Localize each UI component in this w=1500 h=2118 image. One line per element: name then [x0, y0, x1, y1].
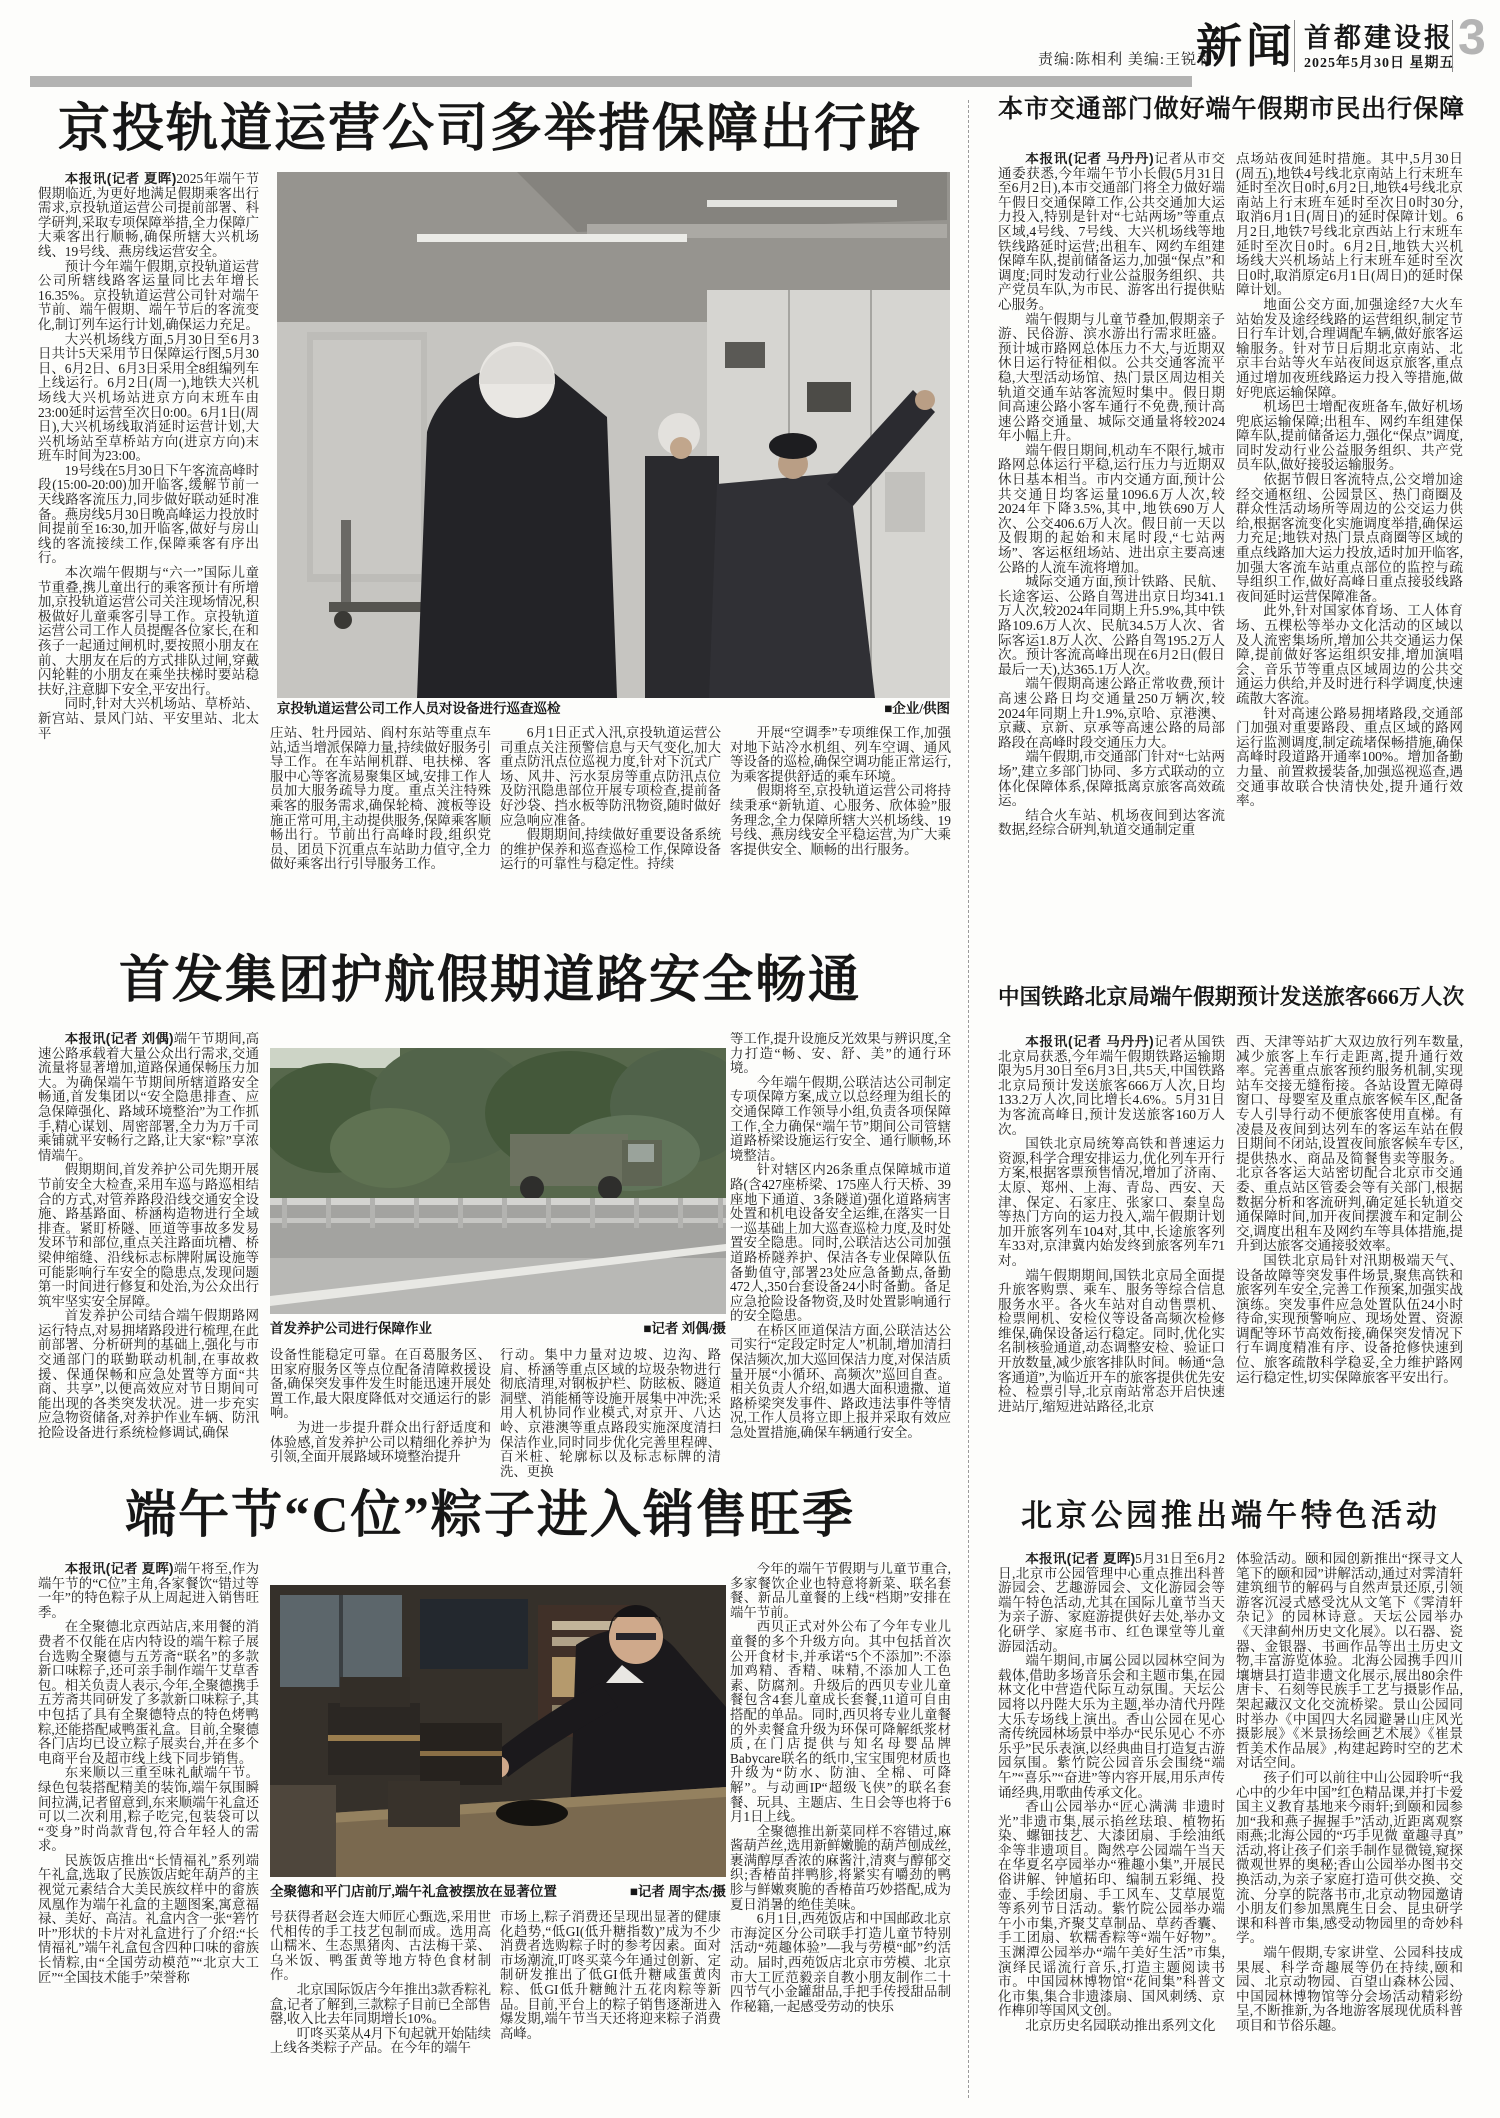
paragraph: 针对高速公路易拥堵路段,交通部门加强对重要路段、重点区域的路网运行监测调度,制定疏堵保畅措施,确保高峰时段道路开通率100%。增加备勤力量、前置救援装备,加强巡视巡查,遇交通事故联合快清快处,提升通行效率。	[1236, 705, 1463, 809]
paragraph: 西贝正式对外公布了今年专业儿童餐的多个升级方向。其中包括首次公开食材卡,并承诺“5个不添加”:不添加鸡精、香精、味精,不添加人工色素、防腐剂。升级后的西贝专业儿童餐包含4套儿童成长套餐,11道可自由搭配的单品。同时,西贝将专业儿童餐的外卖餐盒升级为环保可降解纸浆材质,在门店提供与知名母婴品牌Babycare联名的纸巾,宝宝围兜材质也升级为“防水、防油、全棉、可降解”。与动画IP“超级飞侠”的联名套餐、玩具、主题店、生日会等也将于6月1日上线。	[730, 1619, 951, 1825]
paragraph: 为进一步提升群众出行舒适度和体验感,首发养护公司以精细化养护为引领,全面开展路域环境整治提升	[270, 1419, 491, 1465]
paragraph: 市场上,粽子消费还呈现出显著的健康化趋势,“低GI(低升糖指数)”成为不少消费者选购粽子时的参考因素。面对市场潮流,叮咚买菜今年通过创新、定制研发推出了低GI低升糖咸蛋黄肉粽、低GI低升糖鲍汁五花肉粽等新品。目前,平台上的粽子销售逐渐进入爆发期,端午节当天还将迎来粽子消费高峰。	[500, 1910, 721, 2041]
paragraph: 端午假期与儿童节叠加,假期亲子游、民俗游、滨水游出行需求旺盛。预计城市路网总体压力不大,与近期双休日运行特征相似。公共交通客流平稳,大型活动场馆、热门景区周边相关轨道交通车站客流短时集中。假日期间高速公路小客车通行不免费,预计高速公路交通量、城际交通量将较2024年小幅上升。	[998, 311, 1225, 444]
header-band	[30, 76, 1192, 87]
zongzi-photo-caption: 全聚德和平门店前厅,端午礼盒被摆放在显著位置 ■记者 周宇杰/摄	[270, 1884, 726, 1899]
paragraph: 西、天津等站扩大双边放行列车数量,减少旅客上车行走距离,提升通行效率。完善重点旅客预约服务机制,实现站车交接无缝衔接。各站设置无障碍窗口、母婴室及重点旅客候车区,配备专人引导行动不便旅客使用直梯。有凌晨及夜间到达列车的客运车站在假日期间不闭站,设置夜间旅客候车专区,提供热水、商品及简餐售卖等服务。北京各客运大站密切配合北京市交通委、重点站区管委会等有关部门,根据数据分析和客流研判,确定延长轨道交通保障时间,加开夜间摆渡车和定制公交,调度出租车及网约车等具体措施,提升到达旅客交通接驳效率。	[1236, 1035, 1463, 1254]
paragraph: 城际交通方面,预计铁路、民航、长途客运、公路自驾进出京日均341.1万人次,较2024年同期上升5.9%,其中铁路109.6万人次、民航34.5万人次、省际客运1.8万人次、公路自驾195.2万人次。预计客流高峰出现在6月2日(假日最后一天),达365.1万人次。	[998, 574, 1225, 677]
zongzi-column-1: 本报讯(记者 夏晖)端午将至,作为端午节的“C位”主角,各家餐饮“错过等一年”的特色粽子从上周起进入销售旺季。 在全聚德北京西站店,来用餐的消费者不仅能在店内特设的端午粽子展台选购全聚德与五芳斋“联名”的多款新口味粽子,还可亲手制作端午艾草香包。相关负责人表示,今年,全聚德携手五芳斋共同研发了多款新口味粽子,其中包括了具有全聚德特点的特色烤鸭粽,还能搭配咸鸭蛋礼盒。目前,全聚德各门店均已设立粽子展卖台,并在多个电商平台及超市线上线下同步销售。 东来顺以三重至味礼献端午节。绿色包装搭配精美的装饰,端午氛围瞬间拉满,记者留意到,东来顺端午礼盒还可以二次利用,粽子吃完,包装袋可以“变身”时尚款背包,符合年轻人的需求。 民族饭店推出“长情福礼”系列端午礼盒,选取了民族饭店蛇年葫芦的主视觉元素结合大美民族纹样中的畲族凤凰作为端午礼盒的主题图案,寓意福禄、美好、高洁。礼盒内含一张“箬竹叶”形状的卡片对礼盒进行了介绍:“长情福礼”端午礼盒包含四种口味的畲族长情粽,由“全国劳动模范”“北京大工匠”“全国技术能手”荣誉称	[38, 1562, 259, 1985]
paragraph: 端午假期期间,国铁北京局全面提升旅客购票、乘车、服务等综合信息服务水平。各火车站对自动售票机、检票闸机、安检仪等设备高频次检修维保,确保设备运行稳定。同时,优化实名制核验通道,动态调整安检、验证口开放数量,减少旅客排队时间。畅通“急客通道”,为临近开车的旅客提供优先安检、检票引导,北京南站常态开启快速进站厅,缩短进站路径,北京	[998, 1267, 1225, 1414]
paper-name: 首都建设报	[1304, 23, 1454, 53]
paragraph: 假期将至,京投轨道运营公司将持续秉承“新轨道、心服务、欣体验”服务理念,全力保障所辖大兴机场线、19号线、燕房线安全平稳运营,为广大乘客提供安全、顺畅的出行服务。	[730, 783, 951, 857]
zongzi-column-2	[270, 1910, 491, 2098]
paragraph: 同时,针对大兴机场站、草桥站、新宫站、景风门站、平安里站、北太平	[38, 696, 259, 741]
paragraph: 北京历史名园联动推出系列文化	[1025, 2018, 1216, 2033]
traffic-column-1: 本报讯(记者 马丹丹)记者从市交通委获悉,今年端午节小长假(5月31日至6月2日),本市交通部门将全力做好端午假日交通保障工作,公共交通加大运力投入,特别是针对“七站两场”等重点区域,4号线、7号线、大兴机场线等地铁线路延时运营;出租车、网约车组建保障车队,提前储备运力,加强“保点”和调度;同时发动行业公益服务组织、共产党员车队,为市民、游客出行提供贴心服务。 端午假期与儿童节叠加,假期亲子游、民俗游、滨水游出行需求旺盛。预计城市路网总体压力不大,与近期双休日运行特征相似。公共交通客流平稳,大型活动场馆、热门景区周边相关轨道交通车站客流短时集中。假日期间高速公路小客车通行不免费,预计高速公路交通量、城际交通量将较2024年小幅上升。 端午假日期间,机动车不限行,城市路网总体运行平稳,运行压力与近期双休日基本相当。市内交通方面,预计公共交通日均客运量1096.6万人次,较2024年下降3.5%,其中,地铁690万人次、公交406.6万人次。假日前一天以及假期的起始和末尾时段,“七站两场”、客运枢纽场站、进出京主要高速公路的人流车流将增加。 城际交通方面,预计铁路、民航、长途客运、公路自驾进出京日均341.1万人次,较2024年同期上升5.9%,其中铁路109.6万人次、民航34.5万人次、省际客运1.8万人次、公路自驾195.2万人次。预计客流高峰出现在6月2日(假日最后一天),达365.1万人次。 端午假期高速公路正常收费,预计高速公路日均交通量250万辆次,较2024年同期上升1.9%,京哈、京港澳、京藏、京新、京承等高速公路的局部路段在高峰时段交通压力大。 端午假期,市交通部门针对“七站两场”,建立多部门协同、多方式联动的立体化保障体系,保障抵离京旅客高效疏运。 结合火车站、机场夜间到达客流数据,经综合研判,轨道交通制定重	[998, 152, 1225, 838]
paragraph: 国铁北京局针对汛期极端天气、设备故障等突发事件场景,聚焦高铁和旅客列车安全,完善工作预案,加强实战演练。突发事件应急处置队伍24小时待命,实现预警响应、现场处置、资源调配等环节高效衔接,确保突发情况下行车调度精准有序、设备抢修快速到位、旅客疏散科学稳妥,全力维护路网运行稳定性,切实保障旅客平安出行。	[1236, 1252, 1463, 1385]
expressway-photo-caption: 首发养护公司进行保障作业 ■记者 刘偶/摄	[270, 1321, 726, 1336]
zongzi-byline: 本报讯(记者 夏晖)	[64, 1562, 174, 1576]
column-divider	[968, 100, 969, 2098]
paragraph: 体验活动。颐和园创新推出“探寻文人笔下的颐和园”讲解活动,通过对霁清轩建筑细节的解码与自然声景还原,引领游客沉浸式感受沈从文笔下《霁清轩杂记》的园林诗意。天坛公园举办《天津蓟州历史文化展》。以石器、瓷器、金银器、书画作品等出土历史文物,丰富游览体验。北海公园携手四川壤塘县打造非遗文化展示,展出80余件唐卡、石刻等民族手工艺与摄影作品,架起藏汉文化交流桥梁。景山公园同时举办《中国四大名园避暑山庄风光摄影展》《米景扬绘画艺术展》《崔景哲美术作品展》,构建起跨时空的艺术对话空间。	[1236, 1552, 1463, 1771]
paragraph: 端午假期,专家讲堂、公园科技成果展、科学奇趣展等仍在持续,颐和园、北京动物园、百望山森林公园、中国园林博物馆等分会场活动精彩纷呈,不断推新,为各地游客展现优质科普项目和节俗乐趣。	[1236, 1945, 1463, 2033]
paragraph: 民族饭店推出“长情福礼”系列端午礼盒,选取了民族饭店蛇年葫芦的主视觉元素结合大美民族纹样中的畲族凤凰作为端午礼盒的主题图案,寓意福禄、美好、高洁。礼盒内含一张“箬竹叶”形状的卡片对礼盒进行了介绍:“长情福礼”端午礼盒包含四种口味的畲族长情粽,由“全国劳动模范”“北京大工匠”“全国技术能手”荣誉称	[38, 1852, 259, 1985]
paragraph: 等工作,提升设施反光效果与辨识度,全力打造“畅、安、舒、美”的通行环境。	[730, 1032, 951, 1076]
metro-photo-credit: ■企业/供图	[884, 701, 950, 716]
paragraph: 依据节假日客流特点,公交增加途经交通枢纽、公园景区、热门商圈及群众性活动场所等周边的公交运力供给,根据客流变化实施调度举措,确保运力充足;地铁对热门景点商圈等区域的重点线路加大运力投放,适时加开临客,加强大客流车站重点部位的监控与疏导组织工作,做好高峰日重点接驳线路夜间延时运营保障准备。	[1236, 472, 1463, 604]
paragraph: 针对辖区内26条重点保障城市道路(含427座桥梁、175座人行天桥、39座地下通道、3条隧道)强化道路病害处置和机电设备安全运维,在落实一日一巡基础上加大巡查巡检力度,及时处置安全隐患。同时,公联洁达公司加强道路桥隧养护、保洁各专业保障队伍备勤值守,部署23处应急备勤点,备勤472人,350台套设备24小时备勤。备足应急抢险设备物资,及时处置影响通行的安全隐患。	[730, 1162, 951, 1324]
paragraph: 端午假期高速公路正常收费,预计高速公路日均交通量250万辆次,较2024年同期上升1.9%,京哈、京港澳、京藏、京新、京承等高速公路的局部路段在高峰时段交通压力大。	[998, 676, 1225, 750]
metro-photo	[277, 172, 950, 698]
traffic-headline: 本市交通部门做好端午假期市民出行保障	[998, 96, 1464, 123]
paragraph: 6月1日正式入汛,京投轨道运营公司重点关注预警信息与天气变化,加大重点防汛点位巡视力度,针对下沉式广场、风井、污水泵房等重点防汛点位及防汛隐患部位开展专项检查,提前备好沙袋、挡水板等防汛物资,随时做好应急响应准备。	[500, 726, 721, 828]
zongzi-photo-credit: ■记者 周宇杰/摄	[629, 1884, 726, 1899]
metro-byline: 本报讯(记者 夏晖)	[64, 172, 177, 186]
paragraph: 今年端午假期,公联洁达公司制定专项保障方案,成立以总经理为组长的交通保障工作领导小组,负责各项保障工作,全力确保“端午节”期间公司管辖道路桥梁设施运行安全、通行顺畅,环境整洁。	[730, 1074, 951, 1163]
expressway-photo	[270, 1048, 726, 1314]
railway-column-2	[1236, 1035, 1463, 1497]
zongzi-headline: 端午节“C位”粽子进入销售旺季	[125, 1488, 855, 1544]
paragraph: 孩子们可以前往中山公园聆听“我心中的少年中国”红色精品课,并打卡爱国主义教育基地来今雨轩;到颐和园参加“我和燕子握握手”活动,近距离观察雨燕;北海公园的“巧手见微 童趣寻真”活动,将让孩子们亲手制作显微镜,窥探微观世界的奥秘;香山公园举办图书交换活动,为亲子家庭打造可供交换、交流、分享的院落书市,北京动物园邀请小朋友们参加黑麂生日会、昆虫研学课和科普市集,感受动物园里的奇妙科学。	[1236, 1769, 1463, 1946]
paragraph: 设备性能稳定可靠。在百葛服务区、田家府服务区等点位配备清障救援设备,确保突发事件发生时能迅速开展处置工作,最大限度降低对交通运行的影响。	[270, 1348, 491, 1421]
metro-headline: 京投轨道运营公司多举措保障出行路	[57, 101, 922, 158]
paragraph: 预计今年端午假期,京投轨道运营公司所辖线路客运量同比去年增长16.35%。京投轨道运营公司针对端午节前、端午假期、端午节后的客流变化,制订列车运行计划,确保运力充足。	[38, 258, 259, 332]
paragraph: 6月1日,西苑饭店和中国邮政北京市海淀区分公司联手打造儿童节特别活动“苑趣体验”—我与劳模“邮”约活动。届时,西苑饭店北京市劳模、北京市大工匠范毅亲自教小朋友制作二十四节气小金罐甜品,手把手传授甜品制作秘籍,一起感受劳动的快乐	[730, 1911, 951, 2014]
expressway-photo-illustration	[270, 1048, 726, 1314]
paragraph: 开展“空调季”专项维保工作,加强对地下站冷水机组、列车空调、通风等设备的巡检,确保空调功能正常运行,为乘客提供舒适的乘车环境。	[730, 726, 951, 784]
parks-column-2	[1236, 1552, 1463, 2098]
paragraph: 香山公园举办“匠心满满 非遗时光”非遗市集,展示掐丝珐琅、植物拓染、螺钿技艺、大漆团扇、手绘油纸伞等非遗项目。陶然亭公园端午当天在华夏名亭园举办“雅趣小集”,开展民俗讲解、钟馗拓印、编制五彩绳、投壶、手绘团扇、手工风车、艾草展览等系列节日活动。紫竹院公园举办端午小市集,齐聚艾草制品、草药香囊、手工团扇、软糯香粽等“端午好物”。玉渊潭公园举办“端午美好生活”市集,演绎民谣流行音乐,打造主题阅读书市。中国园林博物馆“花间集”科普文化市集,集合非遗漆扇、国风刺绣、京作榫卯等国风文创。	[998, 1799, 1225, 2019]
paragraph: 端午假日期间,机动车不限行,城市路网总体运行平稳,运行压力与近期双休日基本相当。市内交通方面,预计公共交通日均客运量1096.6万人次,较2024年下降3.5%,其中,地铁690万人次、公交406.6万人次。假日前一天以及假期的起始和末尾时段,“七站两场”、客运枢纽场站、进出京主要高速公路的人流车流将增加。	[998, 442, 1225, 575]
parks-column-1: 本报讯(记者 夏晖)5月31日至6月2日,北京市公园管理中心重点推出科普游园会、艺趣游园会、文化游园会等端午特色活动,尤其在国际儿童节当天为亲子游、家庭游提供好去处,举办文化研学、家庭书市、红色课堂等儿童游园活动。 端午期间,市属公园以园林空间为载体,借助多场音乐会和主题市集,在园林文化中营造代际互动氛围。天坛公园将以丹陛大乐为主题,举办清代丹陛大乐专场线上演出。香山公园在见心斋传统园林场景中举办“民乐见心 不亦乐乎”民乐表演,以经典曲目打造复古游园氛围。紫竹院公园音乐会围绕“端午”“喜乐”“奋进”等内容开展,用乐声传诵经典,用歌曲传承文化。 香山公园举办“匠心满满 非遗时光”非遗市集,展示掐丝珐琅、植物拓染、螺钿技艺、大漆团扇、手绘油纸伞等非遗项目。陶然亭公园端午当天在华夏名亭园举办“雅趣小集”,开展民俗讲解、钟馗拓印、编制五彩绳、投壶、手绘团扇、手工风车、艾草展览等系列节日活动。紫竹院公园举办端午小市集,齐聚艾草制品、草药香囊、手工团扇、软糯香粽等“端午好物”。玉渊潭公园举办“端午美好生活”市集,演绎民谣流行音乐,打造主题阅读书市。中国园林博物馆“花间集”科普文化市集,集合非遗漆扇、国风刺绣、京作榫卯等国风文创。 北京历史名园联动推出系列文化	[998, 1552, 1225, 2033]
parks-byline: 本报讯(记者 夏晖)	[1025, 1552, 1136, 1566]
zongzi-column-4	[730, 1562, 951, 2098]
paper-date: 2025年5月30日 星期五	[1304, 56, 1455, 71]
paragraph: 在全聚德北京西站店,来用餐的消费者不仅能在店内特设的端午粽子展台选购全聚德与五芳斋“联名”的多款新口味粽子,还可亲手制作端午艾草香包。相关负责人表示,今年,全聚德携手五芳斋共同研发了多款新口味粽子,其中包括了具有全聚德特点的特色烤鸭粽,还能搭配咸鸭蛋礼盒。目前,全聚德各门店均已设立粽子展卖台,并在多个电商平台及超市线上线下同步销售。	[38, 1619, 259, 1766]
paragraph: 端午假期,市交通部门针对“七站两场”,建立多部门协同、多方式联动的立体化保障体系,保障抵离京旅客高效疏运。	[998, 749, 1225, 809]
paragraph: 庄站、牡丹园站、阎村东站等重点车站,适当增派保障力量,持续做好服务引导工作。在车站闸机群、电扶梯、客服中心等客流易聚集区域,安排工作人员加大服务疏导力度。重点关注特殊乘客的服务需求,确保轮椅、渡板等设施正常可用,主动提供服务,保障乘客顺畅出行。节前出行高峰时段,组织党员、团员下沉重点车站助力值守,全力做好乘客出行引导服务工作。	[270, 726, 491, 872]
metro-photo-caption: 京投轨道运营公司工作人员对设备进行巡查巡检 ■企业/供图	[277, 701, 950, 716]
paragraph: 机场巴士增配夜班备车,做好机场兜底运输保障;出租车、网约车组建保障车队,提前储备运力,强化“保点”调度,同时发动行业公益服务组织、共产党员车队,做好接驳运输服务。	[1236, 399, 1463, 473]
section-title: 新闻	[1196, 21, 1296, 72]
expressway-column-4	[730, 1032, 951, 1480]
railway-headline: 中国铁路北京局端午假期预计发送旅客666万人次	[998, 985, 1464, 1009]
page-number: 3	[1458, 9, 1486, 65]
paragraph: 叮咚买菜从4月下旬起就开始陆续上线各类粽子产品。在今年的端午	[270, 2025, 491, 2056]
paragraph: 结合火车站、机场夜间到达客流数据,经综合研判,轨道交通制定重	[998, 807, 1225, 838]
paragraph: 假期期间,持续做好重要设备系统的维护保养和巡查巡检工作,保障设备运行的可靠性与稳定性。持续	[500, 827, 721, 872]
header-rule-2	[1452, 20, 1453, 72]
paragraph: 19号线在5月30日下午客流高峰时段(15:00-20:00)加开临客,缓解节前一天线路客流压力,同步做好联动延时准备。燕房线5月30日晚高峰运力投放时间提前至16:30,加开临客,做好与房山线的客流接续工作,保障乘客有序出行。	[38, 462, 259, 566]
railway-column-1: 本报讯(记者 马丹丹)记者从国铁北京局获悉,今年端午假期铁路运输期限为5月30日至6月3日,共5天,中国铁路北京局预计发送旅客666万人次,日均133.2万人次,同比增长4.6%。5月31日为客流高峰日,预计发送旅客160万人次。 国铁北京局统筹高铁和普速运力资源,科学合理安排运力,优化列车开行方案,根据客票预售情况,增加了济南、太原、郑州、上海、青岛、西安、天津、保定、石家庄、张家口、秦皇岛等热门方向的运力投入,端午假期计划加开旅客列车104对,其中,长途旅客列车33对,京津冀内始发终到旅客列车71对。 端午假期期间,国铁北京局全面提升旅客购票、乘车、服务等综合信息服务水平。各火车站对自动售票机、检票闸机、安检仪等设备高频次检修维保,确保设备运行稳定。同时,优化实名制核验通道,动态调整安检、验证口开放数量,减少旅客排队时间。畅通“急客通道”,为临近开车的旅客提供优先安检、检票引导,北京南站常态开启快速进站厅,缩短进站路径,北京	[998, 1035, 1225, 1414]
metro-column-1: 本报讯(记者 夏晖)2025年端午节假期临近,为更好地满足假期乘客出行需求,京投轨道运营公司提前部署、科学研判,采取专项保障举措,全力保障广大乘客出行顺畅,确保所辖大兴机场线、19号线、燕房线运营安全。 预计今年端午假期,京投轨道运营公司所辖线路客运量同比去年增长16.35%。京投轨道运营公司针对端午节前、端午假期、端午节后的客流变化,制订列车运行计划,确保运力充足。 大兴机场线方面,5月30日至6月3日共计5天采用节日保障运行图,5月30日、6月2日、6月3日采用全8组编列车上线运行。6月2日(周一),地铁大兴机场线大兴机场站进京方向末班车由23:00延时运营至次日0:00。6月1日(周日),大兴机场线取消延时运营计划,大兴机场站至草桥站方向(进京方向)末班车时间为23:00。 19号线在5月30日下午客流高峰时段(15:00-20:00)加开临客,缓解节前一天线路客流压力,同步做好联动延时准备。燕房线5月30日晚高峰运力投放时间提前至16:30,加开临客,做好与房山线的客流接续工作,保障乘客有序出行。 本次端午假期与“六一”国际儿童节重叠,携儿童出行的乘客预计有所增加,京投轨道运营公司关注现场情况,积极做好儿童乘客引导工作。京投轨道运营公司工作人员提醒各位家长,在和孩子一起通过闸机时,要按照小朋友在前、大朋友在后的方式排队过闸,穿戴闪轮鞋的小朋友在乘坐扶梯时要站稳扶好,注意脚下安全,平安出行。 同时,针对大兴机场站、草桥站、新宫站、景风门站、平安里站、北太平	[38, 172, 259, 741]
expressway-byline: 本报讯(记者 刘偶)	[64, 1032, 174, 1046]
expressway-column-2	[270, 1348, 491, 1480]
railway-byline: 本报讯(记者 马丹丹)	[1025, 1035, 1154, 1049]
zongzi-column-3	[500, 1910, 721, 2098]
paragraph: 今年的端午节假期与儿童节重合,多家餐饮企业也特意将新菜、联名套餐、新品儿童餐的上线“档期”安排在端午节前。	[730, 1562, 951, 1620]
expressway-photo-credit: ■记者 刘偶/摄	[643, 1321, 726, 1336]
paragraph: 端午期间,市属公园以园林空间为载体,借助多场音乐会和主题市集,在园林文化中营造代际互动氛围。天坛公园将以丹陛大乐为主题,举办清代丹陛大乐专场线上演出。香山公园在见心斋传统园林场景中举办“民乐见心 不亦乐乎”民乐表演,以经典曲目打造复古游园氛围。紫竹院公园音乐会围绕“端午”“喜乐”“奋进”等内容开展,用乐声传诵经典,用歌曲传承文化。	[998, 1653, 1225, 1800]
metro-column-3	[500, 726, 721, 932]
paragraph: 东来顺以三重至味礼献端午节。绿色包装搭配精美的装饰,端午氛围瞬间拉满,记者留意到,东来顺端午礼盒还可以二次利用,粽子吃完,包装袋可以“变身”时尚款背包,符合年轻人的需求。	[38, 1765, 259, 1854]
expressway-headline: 首发集团护航假期道路安全畅通	[118, 953, 861, 1009]
header-rule-1	[1294, 20, 1295, 72]
traffic-column-2	[1236, 152, 1463, 940]
metro-column-4	[730, 726, 951, 932]
paragraph: 国铁北京局统筹高铁和普速运力资源,科学合理安排运力,优化列车开行方案,根据客票预售情况,增加了济南、太原、郑州、上海、青岛、西安、天津、保定、石家庄、张家口、秦皇岛等热门方向的运力投入,端午假期计划加开旅客列车104对,其中,长途旅客列车33对,京津冀内始发终到旅客列车71对。	[998, 1136, 1225, 1268]
expressway-column-3	[500, 1348, 721, 1480]
expressway-column-1: 本报讯(记者 刘偶)端午节期间,高速公路承载着大量公众出行需求,交通流量将显著增加,道路保通保畅压力加大。为确保端午节期间所辖道路安全畅通,首发集团以“安全隐患排查、应急保障强化、路域环境整治”为工作抓手,精心谋划、周密部署,全力为万千司乘铺就平安畅行之路,让大家“粽”享浓情端午。 假期期间,首发养护公司先期开展节前安全大检查,采用车巡与路巡相结合的方式,对管养路段沿线交通安全设施、路基路面、桥涵构造物进行全域排查。紧盯桥隧、匝道等事故多发易发环节和部位,重点关注路面坑槽、桥梁伸缩缝、沿线标志标牌附属设施等可能影响行车安全的隐患点,发现问题第一时间进行修复和处治,为公众出行筑牢坚实安全屏障。 首发养护公司结合端午假期路网运行特点,对易拥堵路段进行梳理,在此前部署、分析研判的基础上,强化与市交通部门的联勤联动机制,在事故救援、保通保畅和应急处置等方面“共商、共享”,以便高效应对节日期间可能出现的各类突发状况。进一步充实应急物资储备,对养护作业车辆、防汛抢险设备进行系统检修调试,确保	[38, 1032, 259, 1441]
traffic-byline: 本报讯(记者 马丹丹)	[1025, 152, 1154, 166]
paragraph: 全聚德推出新菜同样不容错过,麻酱葫芦丝,选用新鲜嫩脆的葫芦刨成丝,裹满醇厚香浓的麻酱汁,清爽与醇郁交织;香椿苗拌鸭胗,将紧实有嚼劲的鸭胗与鲜嫩爽脆的香椿苗巧妙搭配,成为夏日消暑的绝佳美味。	[730, 1823, 951, 1912]
paragraph: 大兴机场线方面,5月30日至6月3日共计5天采用节日保障运行图,5月30日、6月2日、6月3日采用全8组编列车上线运行。6月2日(周一),地铁大兴机场线大兴机场站进京方向末班车由23:00延时运营至次日0:00。6月1日(周日),大兴机场线取消延时运营计划,大兴机场站至草桥站方向(进京方向)末班车时间为23:00。	[38, 331, 259, 464]
parks-headline: 北京公园推出端午特色活动	[1021, 1498, 1441, 1533]
paragraph: 点场站夜间延时措施。其中,5月30日(周五),地铁4号线北京南站上行末班车延时至次日0时,6月2日,地铁4号线北京南站上行末班车延时至次日0时30分,取消6月1日(周日)的延时保障计划。6月2日,地铁7号线北京西站上行末班车延时至次日0时。6月2日,地铁大兴机场线大兴机场站上行末班车延时至次日0时,取消原定6月1日(周日)的延时保障计划。	[1236, 152, 1463, 298]
zongzi-photo	[270, 1585, 726, 1877]
metro-photo-illustration	[277, 172, 950, 698]
paragraph: 此外,针对国家体育场、工人体育场、五棵松等举办文化活动的区域以及人流密集场所,增加公共交通运力保障,提前做好客运组织安排,增加演唱会、音乐节等重点区域周边的公共交通运力供给,并及时进行科学调度,快速疏散大客流。	[1236, 603, 1463, 706]
paragraph: 首发养护公司结合端午假期路网运行特点,对易拥堵路段进行梳理,在此前部署、分析研判的基础上,强化与市交通部门的联勤联动机制,在事故救援、保通保畅和应急处置等方面“共商、共享”,以便高效应对节日期间可能出现的各类突发状况。进一步充实应急物资储备,对养护作业车辆、防汛抢险设备进行系统检修调试,确保	[38, 1308, 259, 1441]
paragraph: 行动。集中力量对边坡、边沟、路肩、桥涵等重点区域的垃圾杂物进行彻底清理,对钢板护栏、防眩板、隧道洞壁、消能桶等设施开展集中冲洗;采用人机协同作业模式,对京开、八达岭、京港澳等重点路段实施深度清扫保洁作业,同时同步优化完善里程碑、百米桩、轮廓标以及标志标牌的清洗、更换	[500, 1348, 721, 1479]
paragraph: 地面公交方面,加强途经7大火车站始发及途经线路的运营组织,制定节日行车计划,合理调配车辆,做好旅客运输服务。针对节日后期北京南站、北京丰台站等火车站夜间返京旅客,重点通过增加夜班线路运力投入等措施,做好兜底运输保障。	[1236, 296, 1463, 400]
paragraph: 在桥区匝道保洁方面,公联洁达公司实行“定段定时定人”机制,增加清扫保洁频次,加大巡回保洁力度,对保洁质量开展“小循环、高频次”巡回自查。相关负责人介绍,如遇大面积遗撒、道路桥梁突发事件、路政违法事件等情况,工作人员将立即上报并采取有效应急处置措施,确保车辆通行安全。	[730, 1322, 951, 1441]
zongzi-photo-illustration	[270, 1585, 726, 1877]
paragraph: 号获得者赵会连大师匠心甄选,采用世代相传的手工技艺包制而成。选用高山糯米、生态黑猪肉、古法梅干菜、乌米饭、鸭蛋黄等地方特色食材制作。	[270, 1910, 491, 1983]
paragraph: 假期期间,首发养护公司先期开展节前安全大检查,采用车巡与路巡相结合的方式,对管养路段沿线交通安全设施、路基路面、桥涵构造物进行全域排查。紧盯桥隧、匝道等事故多发易发环节和部位,重点关注路面坑槽、桥梁伸缩缝、沿线标志标牌附属设施等可能影响行车安全的隐患点,发现问题第一时间进行修复和处治,为公众出行筑牢坚实安全屏障。	[38, 1162, 259, 1309]
paragraph: 北京国际饭店今年推出3款香粽礼盒,记者了解到,三款粽子目前已全部售罄,收入比去年同期增长10%。	[270, 1981, 491, 2027]
editors-line: 责编:陈相利 美编:王锐利	[1038, 52, 1214, 68]
paragraph: 本次端午假期与“六一”国际儿童节重叠,携儿童出行的乘客预计有所增加,京投轨道运营公司关注现场情况,积极做好儿童乘客引导工作。京投轨道运营公司工作人员提醒各位家长,在和孩子一起通过闸机时,要按照小朋友在前、大朋友在后的方式排队过闸,穿戴闪轮鞋的小朋友在乘坐扶梯时要站稳扶好,注意脚下安全,平安出行。	[38, 565, 259, 697]
metro-column-2	[270, 726, 491, 932]
